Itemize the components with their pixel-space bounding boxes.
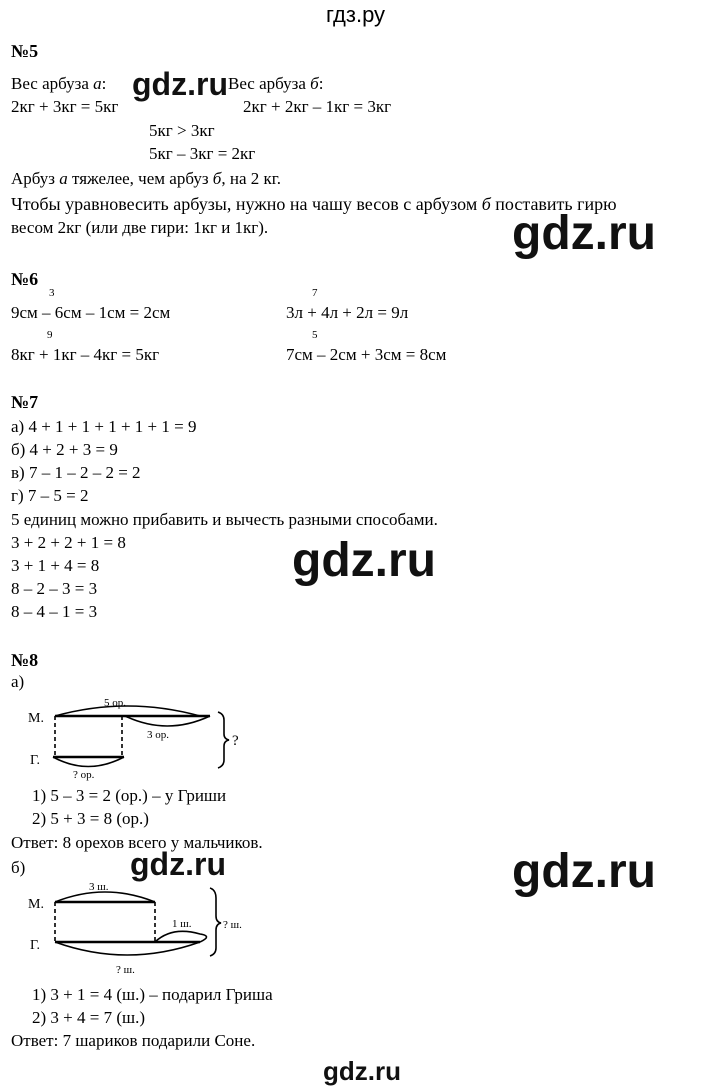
diagram-a (20, 690, 250, 782)
task5-weight-a-label: Вес арбуза а: (11, 74, 107, 93)
task7-line: б) 4 + 2 + 3 = 9 (11, 440, 118, 459)
task7-line: а) 4 + 1 + 1 + 1 + 1 + 1 = 9 (11, 417, 197, 436)
diagram-a-total: ? (232, 733, 239, 749)
task5-diff: 5кг – 3кг = 2кг (149, 144, 256, 163)
task5-weight-b-label: Вес арбуза б: (228, 74, 324, 93)
diagram-a-m: М. (28, 711, 44, 726)
task6-eq4: 7см – 2см + 3см = 8см (286, 345, 447, 364)
task7-line: 8 – 4 – 1 = 3 (11, 602, 98, 621)
diagram-b-total: ? ш. (223, 919, 242, 931)
task6-eq3: 8кг + 1кг – 4кг = 5кг (11, 345, 160, 364)
diagram-b (20, 876, 260, 976)
task8-number: №8 (11, 650, 39, 670)
diagram-a-bottom: ? ор. (73, 769, 95, 781)
diagram-b-bottom: ? ш. (116, 964, 135, 976)
task8b-label: б) (11, 858, 26, 877)
watermark: gdz.ru (130, 846, 226, 882)
watermark: gdz.ru (132, 66, 228, 102)
task6-eq2: 3л + 4л + 2л = 9л (286, 303, 409, 322)
task5-balance-line1: Чтобы уравновесить арбузы, нужно на чашу весов с арбузом б поставить гирю (11, 194, 617, 214)
task8b-answer: Ответ: 7 шариков подарили Соне. (11, 1031, 256, 1050)
diagram-a-right: 3 ор. (147, 729, 169, 741)
watermark: gdz.ru (512, 207, 656, 260)
task8b-step: 1) 3 + 1 = 4 (ш.) – подарил Гриша (32, 985, 273, 1004)
task5-number: №5 (11, 41, 39, 61)
task7-line: 3 + 1 + 4 = 8 (11, 556, 100, 575)
diagram-b-top: 3 ш. (89, 881, 109, 893)
task8a-step: 1) 5 – 3 = 2 (ор.) – у Гриши (32, 786, 227, 805)
footer-watermark: gdz.ru (323, 1056, 401, 1086)
task7-line: 5 единиц можно прибавить и вычесть разными способами. (11, 510, 438, 529)
task6-number: №6 (11, 269, 39, 289)
task6-eq1: 9см – 6см – 1см = 2см (11, 303, 171, 322)
task5-balance-line2: весом 2кг (или две гири: 1кг и 1кг). (11, 218, 269, 237)
task7-line: в) 7 – 1 – 2 – 2 = 2 (11, 463, 141, 482)
site-header: гдз.ру (326, 2, 386, 27)
task7-line: г) 7 – 5 = 2 (11, 486, 89, 505)
task5-conclusion: Арбуз а тяжелее, чем арбуз б, на 2 кг. (11, 169, 282, 188)
task5-eq-b: 2кг + 2кг – 1кг = 3кг (243, 97, 392, 116)
task7-line: 8 – 2 – 3 = 3 (11, 579, 98, 598)
task5-eq-a: 2кг + 3кг = 5кг (11, 97, 119, 116)
diagram-b-m: М. (28, 897, 44, 912)
diagram-a-top: 5 ор. (104, 697, 126, 709)
diagram-b-g: Г. (30, 938, 41, 953)
task8a-label: а) (11, 672, 25, 691)
task6-sup2: 7 (312, 287, 318, 299)
diagram-a-g: Г. (30, 753, 41, 768)
task8a-answer: Ответ: 8 орехов всего у мальчиков. (11, 833, 263, 852)
diagram-b-right: 1 ш. (172, 918, 192, 930)
task8b-step: 2) 3 + 4 = 7 (ш.) (32, 1008, 145, 1027)
watermark: gdz.ru (292, 534, 436, 587)
task6-sup3: 9 (47, 329, 53, 341)
watermark: gdz.ru (512, 845, 656, 898)
task7-line: 3 + 2 + 2 + 1 = 8 (11, 533, 126, 552)
task6-sup1: 3 (49, 287, 55, 299)
task8a-step: 2) 5 + 3 = 8 (ор.) (32, 809, 149, 828)
task5-compare: 5кг > 3кг (149, 121, 215, 140)
task6-sup4: 5 (312, 329, 318, 341)
task7-number: №7 (11, 392, 39, 412)
